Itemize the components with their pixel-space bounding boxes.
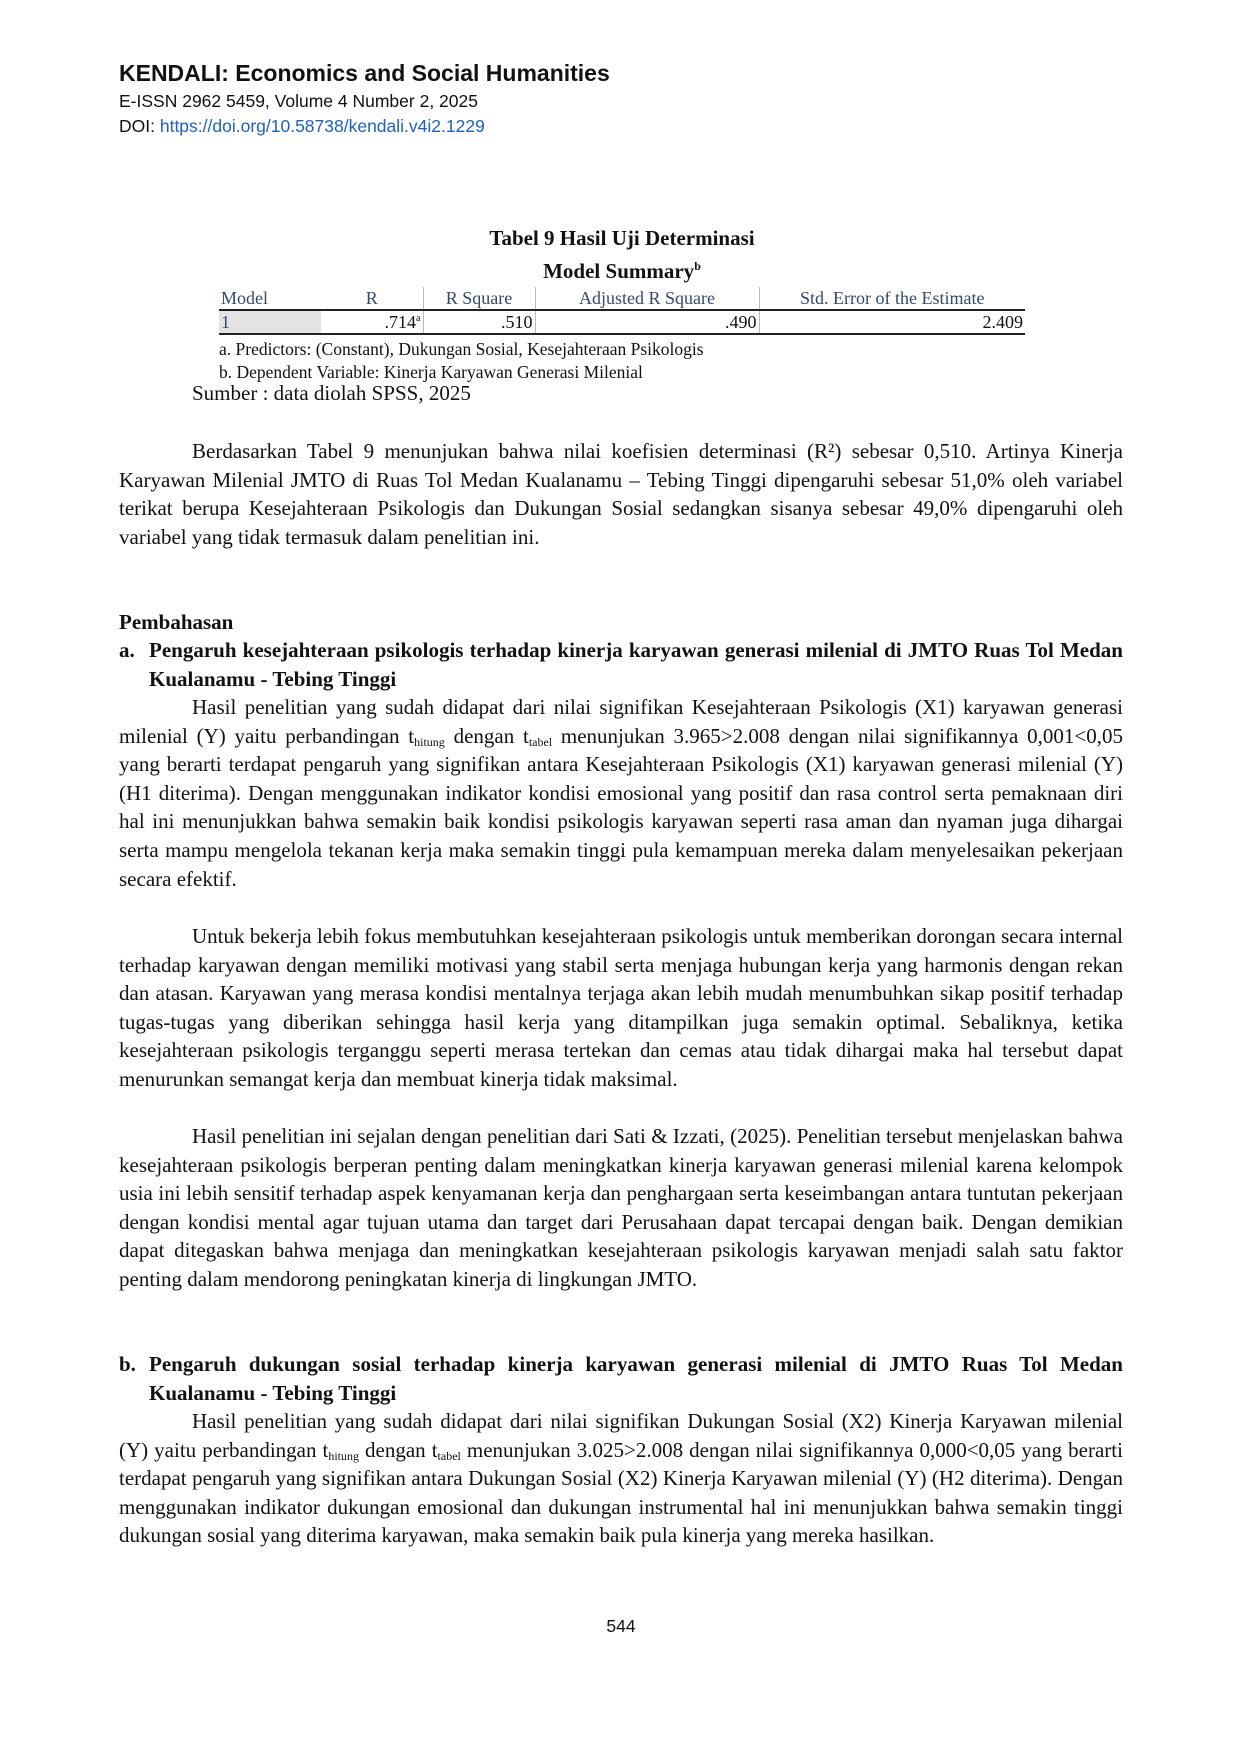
sa-p1-text-3: menunjukan 3.965>2.008 dengan nilai signifikannya 0,001<0,05 yang berarti terdapat pengaruh yang signifikan antara Kesejahteraan Psikologis (X1) karyawan generasi milenial (Y) (H1 diterima). Dengan menggunakan indikator kondisi emosional yang positif dan rasa control serta pemaknaan diri hal ini menunjukkan bahwa semakin baik kondisi psikologis karyawan seperti rasa aman dan nyaman juga dihargai serta mampu mengelola tekanan kerja maka semakin tinggi pula kemampuan mereka dalam menyelesaikan pekerjaan secara efektif.: [119, 723, 1123, 891]
page-number: 544: [606, 1616, 636, 1636]
table-9: [219, 224, 1025, 384]
sa-p1-text-2: dengan t: [444, 723, 529, 748]
sb-p1-sub-tabel: tabel: [437, 1448, 461, 1463]
cell-model: 1: [219, 310, 321, 334]
table-footnote-a: a. Predictors: (Constant), Dukungan Sosial, Kesejahteraan Psikologis: [219, 339, 704, 359]
subsection-a-title: Pengaruh kesejahteraan psikologis terhadap kinerja karyawan generasi milenial di JMTO Ruas Tol Medan Kualanamu - Tebing Tinggi: [149, 638, 1123, 691]
subsection-b-title: Pengaruh dukungan sosial terhadap kinerja karyawan generasi milenial di JMTO Ruas Tol Medan Kualanamu - Tebing Tinggi: [149, 1352, 1123, 1405]
model-summary-table: [219, 287, 1025, 335]
cell-r-square: .510: [423, 310, 535, 334]
cell-r-value: .714: [384, 311, 417, 332]
col-adjusted-r-square: Adjusted R Square: [535, 287, 759, 310]
sb-p1-text-2: dengan t: [359, 1437, 438, 1462]
sb-p1-text-1: Hasil penelitian yang sudah didapat dari nilai signifikan Dukungan Sosial (X2) Kinerja Karyawan milenial (Y) yaitu perbandingan t: [119, 1409, 1123, 1462]
doi-label: DOI:: [119, 116, 160, 136]
subsection-a-heading: [119, 636, 1123, 693]
intro-paragraph: Berdasarkan Tabel 9 menunjukan bahwa nilai koefisien determinasi (R²) sebesar 0,510. Artinya Kinerja Karyawan Milenial JMTO di Ruas Tol Medan Kualanamu – Tebing Tinggi dipengaruhi sebesar 51,0% oleh variabel terikat berupa Kesejahteraan Psikologis dan Dukungan Sosial sedangkan sisanya sebesar 49,0% dipengaruhi oleh variabel yang tidak termasuk dalam penelitian ini.: [119, 439, 1123, 549]
table-header-row: [219, 287, 1025, 310]
subsection-a-paragraph-3: Hasil penelitian ini sejalan dengan penelitian dari Sati & Izzati, (2025). Penelitian tersebut menjelaskan bahwa kesejahteraan psikologis berperan penting dalam meningkatkan kinerja karyawan generasi milenial karena kelompok usia ini lebih sensitif terhadap aspek kenyamanan kerja dan penghargaan serta keseimbangan antara tuntutan pekerjaan dengan kondisi mental agar tujuan utama dan target dari Perusahaan dapat tercapai dengan baik. Dengan demikian dapat ditegaskan bahwa menjaga dan meningkatkan kesejahteraan psikologis karyawan menjadi salah satu faktor penting dalam mendorong peningkatan kinerja di lingkungan JMTO.: [119, 1124, 1123, 1291]
sa-p1-text-1: Hasil penelitian yang sudah didapat dari nilai signifikan Kesejahteraan Psikologis (X1) karyawan generasi milenial (Y) yaitu perbandingan t: [119, 695, 1123, 748]
subsection-b-marker: b.: [119, 1352, 136, 1376]
doi-link[interactable]: https://doi.org/10.58738/kendali.v4i2.1229: [159, 116, 485, 136]
subsection-a-marker: a.: [119, 638, 135, 662]
col-r: R: [321, 287, 423, 310]
doi-line: [119, 116, 485, 137]
table-source: Sumber : data diolah SPSS, 2025: [192, 381, 471, 405]
subsection-b-heading: [119, 1350, 1123, 1407]
issn-line: E-ISSN 2962 5459, Volume 4 Number 2, 2025: [119, 91, 478, 111]
table-footnote-b: b. Dependent Variable: Kinerja Karyawan Generasi Milenial: [219, 362, 643, 382]
table-row: [219, 310, 1025, 334]
cell-adjusted-r-square: .490: [535, 310, 759, 334]
sb-p1-sub-hitung: hitung: [328, 1448, 360, 1463]
table-subtitle: [219, 252, 1025, 285]
cell-r: [321, 310, 423, 334]
subsection-a-paragraph-2: Untuk bekerja lebih fokus membutuhkan kesejahteraan psikologis untuk memberikan dorongan secara internal terhadap karyawan dengan memiliki motivasi yang stabil serta menjaga hubungan kerja yang harmonis dengan rekan dan atasan. Karyawan yang merasa kondisi mentalnya terjaga akan lebih mudah menumbuhkan sikap positif terhadap tugas-tugas yang diberikan sehingga hasil kerja yang ditampilkan juga semakin optimal. Sebaliknya, ketika kesejahteraan psikologis terganggu seperti merasa tertekan dan cemas atau tidak dihargai maka hal tersebut dapat menurunkan semangat kerja dan membuat kinerja tidak maksimal.: [119, 924, 1123, 1091]
subsection-b-paragraph-1: [119, 1407, 1123, 1550]
cell-std-error: 2.409: [759, 310, 1025, 334]
table-subtitle-text: Model Summary: [543, 259, 695, 283]
sa-p1-sub-hitung: hitung: [414, 734, 445, 749]
col-r-square: R Square: [423, 287, 535, 310]
sa-p1-sub-tabel: tabel: [528, 734, 553, 749]
sb-p1-text-3: menunjukan 3.025>2.008 dengan nilai signifikannya 0,000<0,05 yang berarti terdapat pengaruh yang signifikan antara Dukungan Sosial (X2) Kinerja Karyawan milenial (Y) (H2 diterima). Dengan menggunakan indikator dukungan emosional dan dukungan instrumental hal ini menunjukkan bahwa semakin tinggi dukungan sosial yang diterima karyawan, maka semakin baik pula kinerja yang mereka hasilkan.: [119, 1437, 1123, 1548]
table-subtitle-sup: b: [694, 259, 701, 273]
col-std-error: Std. Error of the Estimate: [759, 287, 1025, 310]
cell-r-sup: a: [416, 312, 421, 324]
table-caption: Tabel 9 Hasil Uji Determinasi: [489, 226, 755, 250]
subsection-a-paragraph-1: [119, 693, 1123, 893]
journal-title: KENDALI: Economics and Social Humanities: [119, 60, 610, 86]
col-model: Model: [219, 287, 321, 310]
section-heading: Pembahasan: [119, 610, 234, 634]
